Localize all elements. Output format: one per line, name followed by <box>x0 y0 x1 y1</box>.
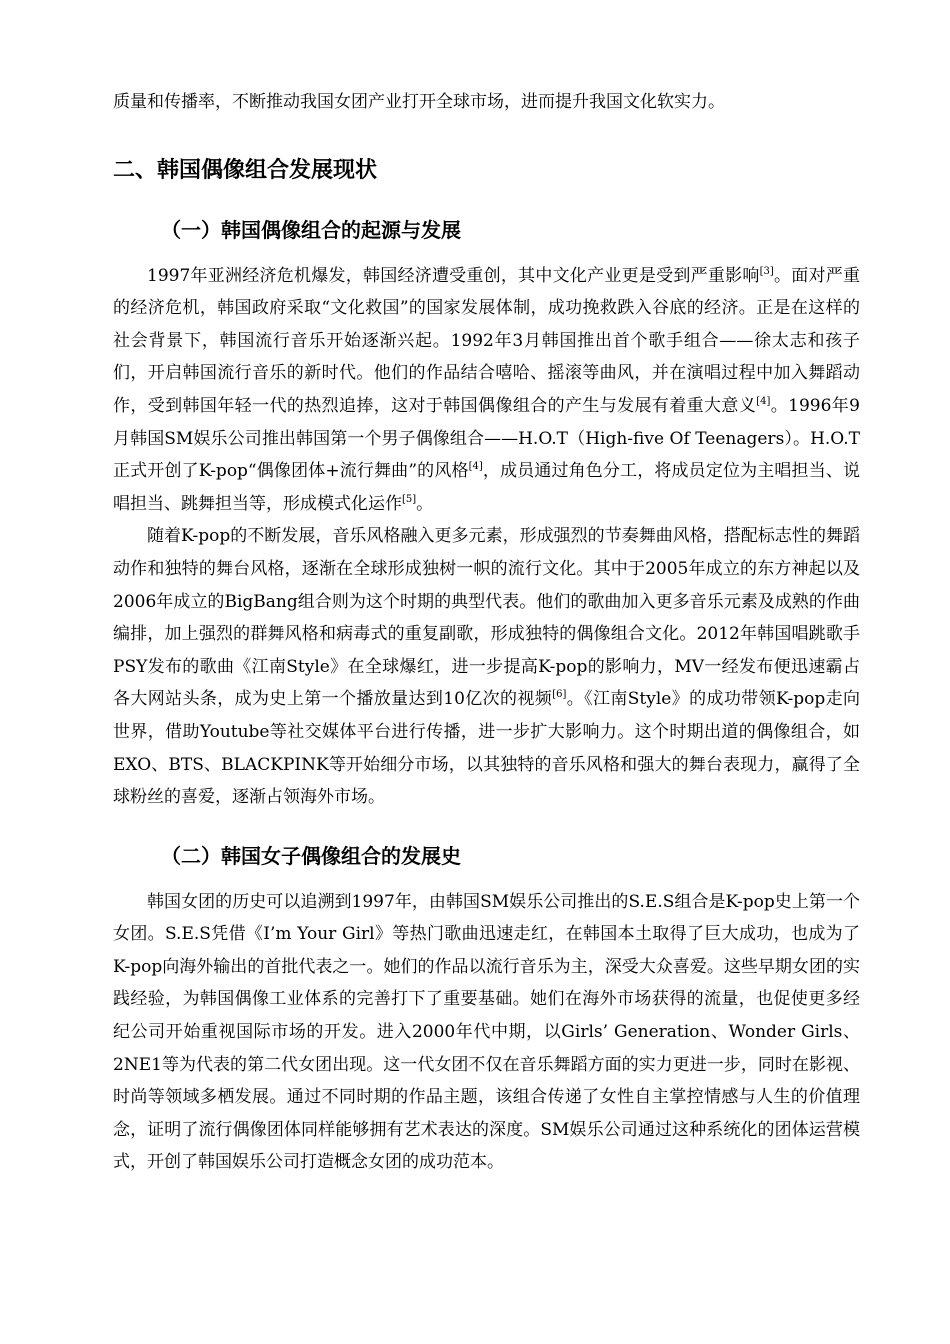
text-run: 。面对严重的经济危机，韩国政府采取“文化救国”的国家发展体制，成功挽救跌入谷底的经济。正是在这样的社会背景下，韩国流行音乐开始逐渐兴起。1992年3月韩国推出首个歌手组合——徐太志和孩子们，开启韩国流行音乐的新时代。他们的作品结合嘻哈、摇滚等曲风，并在演唱过程中加入舞蹈动作，受到韩国年轻一代的热烈追捧，这对于韩国偶像组合的产生与发展有着重大意义 <box>113 265 861 416</box>
text-run: 。1996年9月韩国SM娱乐公司推出韩国第一个男子偶像组合——H.O.T（High-five Of Teenagers）。H.O.T正式开创了K-pop“偶像团体+流行舞曲”的风格 <box>113 395 860 482</box>
intro-tail-paragraph: 质量和传播率，不断推动我国女团产业打开全球市场，进而提升我国文化软实力。 <box>113 92 725 112</box>
text-run: 1997年亚洲经济危机爆发，韩国经济遭受重创，其中文化产业更是受到严重影响 <box>147 265 760 286</box>
subsection-2-paragraph-1: 韩国女团的历史可以追溯到1997年，由韩国SM娱乐公司推出的S.E.S组合是K-pop史上第一个女团。S.E.S凭借《I’m Your Girl》等热门歌曲迅速走红，在韩国本土取得了巨大成功，也成为了K-pop向海外输出的首批代表之一。她们的作品以流行音乐为主，深受大众喜爱。这些早期女团的实践经验，为韩国偶像工业体系的完善打下了重要基础。她们在海外市场获得的流量，也促使更多经纪公司开始重视国际市场的开发。进入2000年代中期，以Girls’ Generation、Wonder Girls、2NE1等为代表的第二代女团出现。这一代女团不仅在音乐舞蹈方面的实力更进一步，同时在影视、时尚等领域多栖发展。通过不同时期的作品主题，该组合传递了女性自主掌控情感与人生的价值理念，证明了流行偶像团体同样能够拥有艺术表达的深度。SM娱乐公司通过这种系统化的团体运营模式，开创了韩国娱乐公司打造概念女团的成功范本。 <box>113 891 860 1173</box>
section-title: 二、韩国偶像组合发展现状 <box>113 157 378 183</box>
text-run: 随着K-pop的不断发展，音乐风格融入更多元素，形成强烈的节奏舞曲风格，搭配标志性的舞蹈动作和独特的舞台风格，逐渐在全球形成独树一帜的流行文化。其中于2005年成立的东方神起以及2006年成立的BigBang组合则为这个时期的典型代表。他们的歌曲加入更多音乐元素及成熟的作曲编排，加上强烈的群舞风格和病毒式的重复副歌，形成独特的偶像组合文化。2012年韩国唱跳歌手PSY发布的歌曲《江南Style》在全球爆红，进一步提高K-pop的影响力，MV一经发布便迅速霸占各大网站头条，成为史上第一个播放量达到10亿次的视频 <box>113 526 860 710</box>
citation: [3] <box>759 265 774 277</box>
citation: [5] <box>402 493 417 505</box>
citation: [4] <box>468 461 483 473</box>
text-run: 。 <box>416 493 434 514</box>
subsection-1-paragraph-1 <box>113 260 860 521</box>
citation: [6] <box>552 689 567 701</box>
text-run: 。《江南Style》的成功带领K-pop走向世界，借助Youtube等社交媒体平台进行传播，进一步扩大影响力。这个时期出道的偶像组合，如EXO、BTS、BLACKPINK等开始细分市场，以其独特的音乐风格和强大的舞台表现力，赢得了全球粉丝的喜爱，逐渐占领海外市场。 <box>113 689 860 808</box>
subsection-1-paragraph-2 <box>113 520 860 813</box>
text-run: ，成员通过角色分工，将成员定位为主唱担当、说唱担当、跳舞担当等，形成模式化运作 <box>113 461 860 514</box>
subsection-2-title: （二）韩国女子偶像组合的发展史 <box>161 843 461 868</box>
subsection-1-title: （一）韩国偶像组合的起源与发展 <box>161 217 461 242</box>
document-page <box>113 86 860 1179</box>
citation: [4] <box>756 395 771 407</box>
